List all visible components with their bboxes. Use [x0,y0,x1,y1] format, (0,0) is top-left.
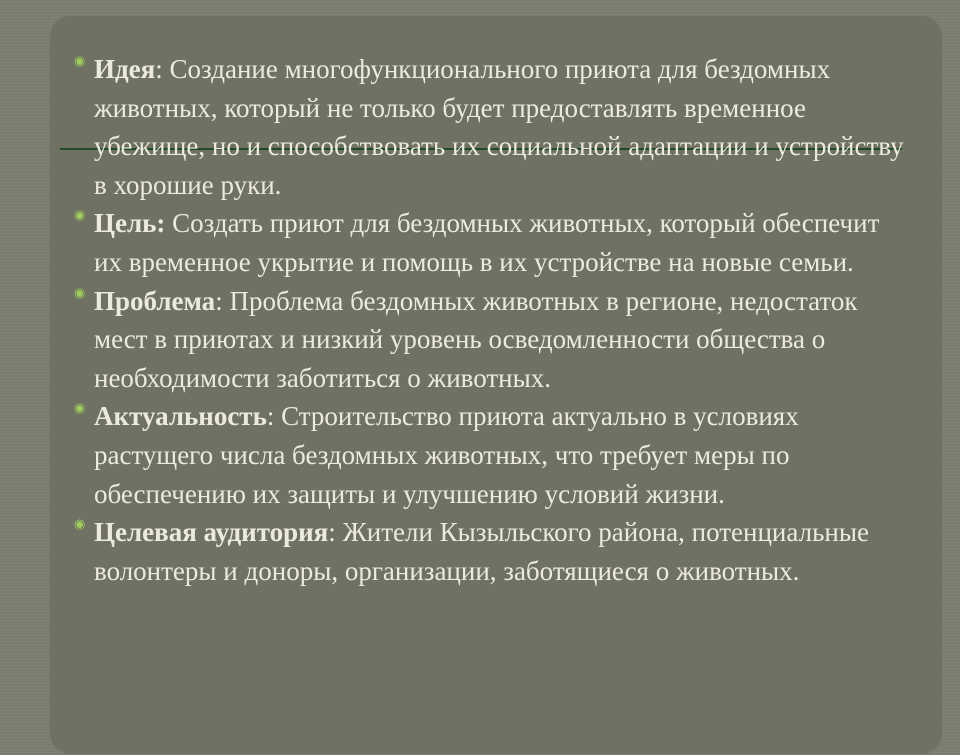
bullet-item-audience [74,513,914,590]
bullet-item-goal [74,204,914,281]
bullet-label: Целевая аудитория [94,517,329,548]
bullet-separator: : [215,285,230,316]
bullet-text: Жители Кызыльского района, потенциальные волонтеры и доноры, организации, заботящиеся о животных. [94,517,869,586]
bullet-text: Проблема бездомных животных в регионе, недостаток мест в приютах и низкий уровень осведомленности общества о необходимости заботиться о животных. [94,285,858,393]
slide-content [74,50,914,590]
bullet-label: Цель: [94,208,166,239]
circle-bullet-icon: ◉ [74,285,86,301]
circle-bullet-icon: ◉ [74,208,86,224]
bullet-text: Создание многофункционального приюта для бездомных животных, который не только будет предоставлять временное убежище, но и способствовать их социальной адаптации и устройству в хорошие руки. [94,54,904,200]
bullet-text: Создать приют для бездомных животных, который обеспечит их временное укрытие и помощь в их устройстве на новые семьи. [94,208,880,277]
bullet-separator: : [328,517,343,548]
bullet-label: Проблема [94,285,216,316]
circle-bullet-icon: ◉ [74,517,86,533]
bullet-text: Строительство приюта актуально в условиях растущего числа бездомных животных, что требует меры по обеспечению их защиты и улучшению условий жизни. [94,401,799,509]
bullet-item-problem [74,282,914,398]
bullet-label: Идея [94,54,156,84]
bullet-item-relevance [74,397,914,513]
circle-bullet-icon: ◉ [74,401,86,417]
circle-bullet-icon: ◉ [74,54,86,69]
bullet-separator: : [266,401,282,432]
bullet-item-idea [74,50,914,204]
bullet-label: Актуальность [94,401,267,432]
bullet-separator: : [155,54,170,84]
